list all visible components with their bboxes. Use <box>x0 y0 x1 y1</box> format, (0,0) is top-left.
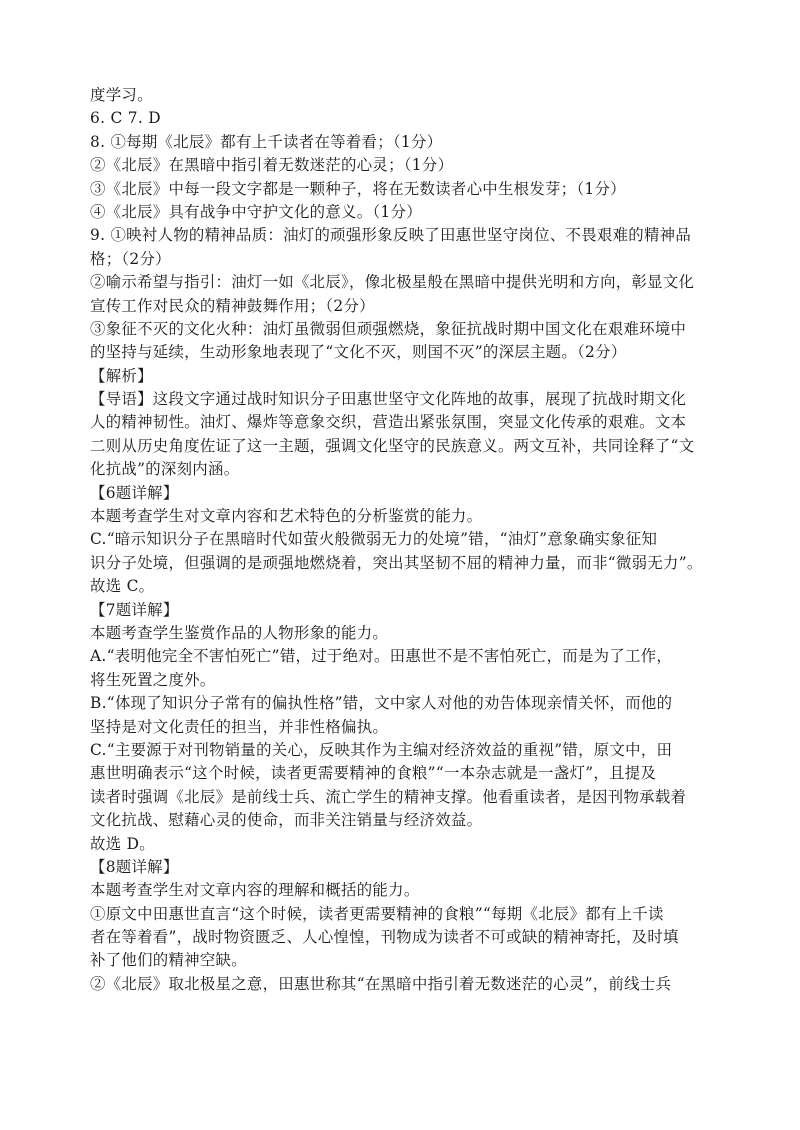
section-heading-q6: 【6题详解】 <box>90 483 179 502</box>
section-heading-analysis: 【解析】 <box>90 366 153 385</box>
text-line: 者在等着看”，战时物资匮乏、人心惶惶，刊物成为读者不可或缺的精神寄托，及时填 <box>90 928 679 947</box>
answer-line-8-3: ③《北辰》中每一段文字都是一颗种子，将在无数读者心中生根发芽；（1分） <box>90 179 626 198</box>
text-line: 度学习。 <box>90 86 153 104</box>
text-line: 人的精神韧性。油灯、爆炸等意象交织，营造出紧张氛围，突显文化传承的艰难。文本 <box>90 413 687 432</box>
text-line: 读者时强调《北辰》是前线士兵、流亡学生的精神支撑。他看重读者，是因刊物承载着 <box>90 787 687 806</box>
text-line: 文化抗战、慰藉心灵的使命，而非关注销量与经济效益。 <box>90 811 483 830</box>
text-line: ①原文中田惠世直言“这个时候，读者更需要精神的食粮”“每期《北辰》都有上千读 <box>90 904 664 923</box>
text-line: 本题考查学生对文章内容和艺术特色的分析鉴赏的能力。 <box>90 507 483 526</box>
text-line: B.“体现了知识分子常有的偏执性格”错，文中家人对他的劝告体现亲情关怀，而他的 <box>90 694 673 713</box>
text-line: A.“表明他完全不害怕死亡”错，过于绝对。田惠世不是不害怕死亡，而是为了工作， <box>90 647 673 666</box>
text-line: 惠世明确表示“这个时候，读者更需要精神的食粮”“一本杂志就是一盏灯”，且提及 <box>90 764 657 783</box>
text-line: C.“主要源于对刊物销量的关心，反映其作为主编对经济效益的重视”错，原文中，田 <box>90 740 673 759</box>
answer-line-8-4: ④《北辰》具有战争中守护文化的意义。（1分） <box>90 202 422 221</box>
section-heading-q7: 【7题详解】 <box>90 600 179 619</box>
text-line: 故选 D。 <box>90 834 155 853</box>
answer-line-8-1: 8. ①每期《北辰》都有上千读者在等着看；（1分） <box>90 132 443 151</box>
answer-line-6-7: 6. C 7. D <box>90 109 161 128</box>
section-heading-q8: 【8题详解】 <box>90 857 179 876</box>
text-line: 坚持是对文化责任的担当，并非性格偏执。 <box>90 717 389 736</box>
answer-line-8-2: ②《北辰》在黑暗中指引着无数迷茫的心灵；（1分） <box>90 156 454 175</box>
answer-line-9-3: ③象征不灭的文化火种：油灯虽微弱但顽强燃烧，象征抗战时期中国文化在艰难环境中 <box>90 319 687 338</box>
text-line: C.“暗示知识分子在黑暗时代如萤火般微弱无力的处境”错，“油灯”意象确实象征知 <box>90 530 658 549</box>
text-line: 本题考查学生鉴赏作品的人物形象的能力。 <box>90 623 389 642</box>
text-line: 故选 C。 <box>90 577 155 596</box>
text-line: 本题考查学生对文章内容的理解和概括的能力。 <box>90 881 420 900</box>
text-line: 识分子处境，但强调的是顽强地燃烧着，突出其坚韧不屈的精神力量，而非“微弱无力”。 <box>90 553 703 572</box>
answer-line-9-1: 9. ①映衬人物的精神品质：油灯的顽强形象反映了田惠世坚守岗位、不畏艰难的精神品 <box>90 226 692 245</box>
text-line: 将生死置之度外。 <box>90 670 216 689</box>
text-line: ②《北辰》取北极星之意，田惠世称其“在黑暗中指引着无数迷茫的心灵”，前线士兵 <box>90 974 672 993</box>
text-line: 化抗战”的深刻内涵。 <box>90 460 240 479</box>
answer-line-9-2: ②喻示希望与指引：油灯一如《北辰》，像北极星般在黑暗中提供光明和方向，彰显文化 <box>90 273 695 292</box>
text-line: 的坚持与延续，生动形象地表现了“文化不灭，则国不灭”的深层主题。（2分） <box>90 343 627 362</box>
text-line: 补了他们的精神空缺。 <box>90 951 247 970</box>
intro-line: 【导语】这段文字通过战时知识分子田惠世坚守文化阵地的故事，展现了抗战时期文化 <box>90 390 687 409</box>
text-line: 格；（2分） <box>90 249 171 268</box>
text-line: 宣传工作对民众的精神鼓舞作用；（2分） <box>90 296 375 315</box>
text-line: 二则从历史角度佐证了这一主题，强调文化坚守的民族意义。两文互补，共同诠释了“文 <box>90 436 695 455</box>
